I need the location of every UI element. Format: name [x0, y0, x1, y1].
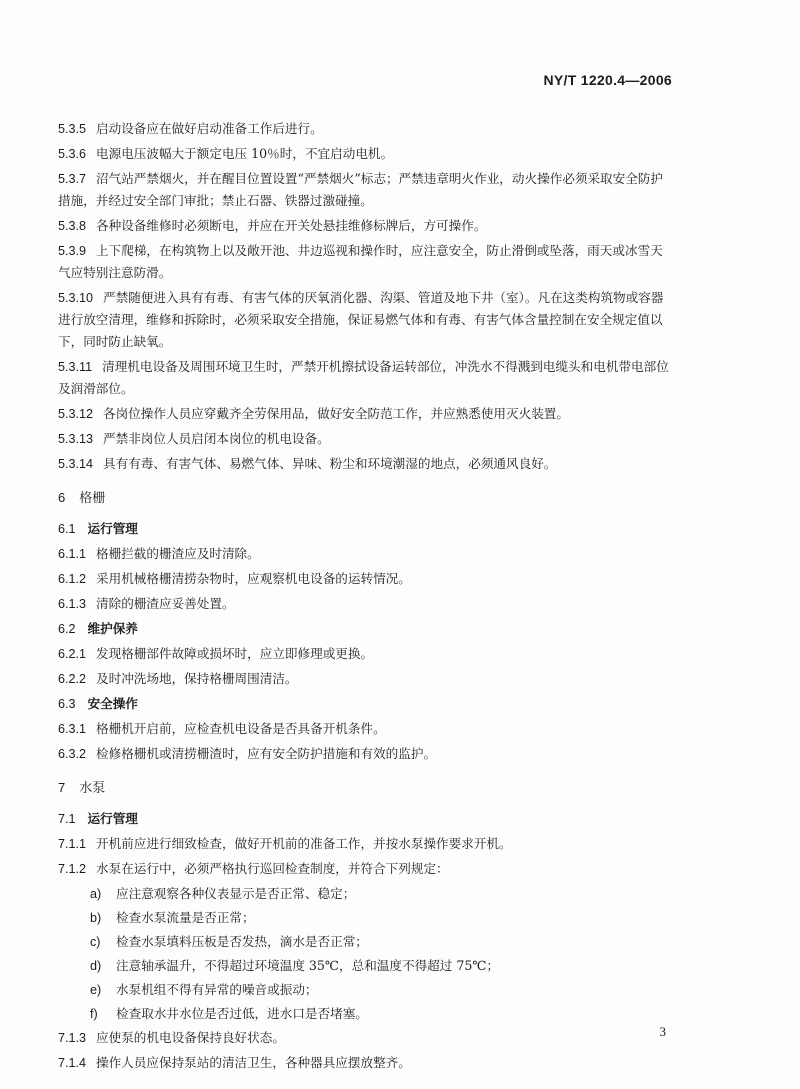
clause: 5.3.12 各岗位操作人员应穿戴齐全劳保用品，做好安全防范工作，并应熟悉使用灭火装置。	[58, 406, 569, 421]
clause: 5.3.9 上下爬梯，在构筑物上以及敞开池、井边巡视和操作时，应注意安全，防止滑倒或坠落，雨天或冰雪天气应特别注意防滑。	[58, 243, 663, 280]
clause-list-5-3	[58, 118, 674, 475]
subsection-heading-6-3: 6.3 安全操作	[58, 696, 138, 711]
clause: 6.3.1 格栅机开启前，应检查机电设备是否具备开机条件。	[58, 721, 386, 736]
list-item: c) 检查水泵填料压板是否发热，滴水是否正常；	[90, 934, 368, 949]
clause: 7.1.4 操作人员应保持泵站的清洁卫生，各种器具应摆放整齐。	[58, 1055, 411, 1070]
section-heading-6: 6 格栅	[58, 490, 106, 506]
clause: 5.3.7 沼气站严禁烟火，并在醒目位置设置“严禁烟火”标志；严禁违章明火作业，动火操作必须采取安全防护措施，并经过安全部门审批；禁止石器、铁器过激碰撞。	[58, 171, 664, 208]
subsection-heading-6-1: 6.1 运行管理	[58, 521, 138, 536]
document-body	[58, 118, 674, 1077]
clause: 5.3.14 具有有毒、有害气体、易燃气体、异味、粉尘和环境潮湿的地点，必须通风良好。	[58, 456, 557, 471]
clause: 5.3.8 各种设备维修时必须断电，并应在开关处悬挂维修标牌后，方可操作。	[58, 218, 487, 233]
list-item: d) 注意轴承温升，不得超过环境温度 35℃，总和温度不得超过 75℃；	[90, 958, 500, 973]
clause: 5.3.6 电源电压波幅大于额定电压 10％时，不宜启动电机。	[58, 146, 394, 161]
clause: 6.2.1 发现格栅部件故障或损坏时，应立即修理或更换。	[58, 646, 374, 661]
section-heading-7: 7 水泵	[58, 780, 106, 796]
clause: 5.3.13 严禁非岗位人员启闭本岗位的机电设备。	[58, 431, 330, 446]
clause: 6.1.3 清除的栅渣应妥善处置。	[58, 596, 235, 611]
list-item: f) 检查取水井水位是否过低，进水口是否堵塞。	[90, 1006, 368, 1021]
clause: 7.1.2 水泵在运行中，必须严格执行巡回检查制度，并符合下列规定：	[58, 861, 449, 876]
subsection-heading-6-2: 6.2 维护保养	[58, 621, 138, 636]
clause: 6.2.2 及时冲洗场地，保持格栅周围清洁。	[58, 671, 298, 686]
page-number: 3	[659, 1024, 666, 1039]
doc-code-header: NY/T 1220.4—2006	[543, 72, 672, 88]
clause: 6.1.1 格栅拦截的栅渣应及时清除。	[58, 546, 260, 561]
clause: 7.1.1 开机前应进行细致检查，做好开机前的准备工作，并按水泵操作要求开机。	[58, 836, 512, 851]
clause: 5.3.10 严禁随便进入具有有毒、有害气体的厌氧消化器、沟渠、管道及地下井（室）。凡在这类构筑物或容器进行放空清理，维修和拆除时，必须采取安全措施，保证易燃气体和有毒、有害气体含量控制在安全规定值以下，同时防止缺氧。	[58, 290, 664, 349]
list-item: e) 水泵机组不得有异常的噪音或振动；	[90, 982, 318, 997]
clause: 6.1.2 采用机械格栅清捞杂物时，应观察机电设备的运转情况。	[58, 571, 411, 586]
list-item: a) 应注意观察各种仪表显示是否正常、稳定；	[90, 886, 356, 901]
clause: 5.3.11 清理机电设备及周围环境卫生时，严禁开机擦拭设备运转部位，冲洗水不得溅到电缆头和电机带电部位及润滑部位。	[58, 359, 669, 396]
clause: 7.1.3 应使泵的机电设备保持良好状态。	[58, 1030, 285, 1045]
clause: 5.3.5 启动设备应在做好启动准备工作后进行。	[58, 121, 323, 136]
subsection-heading-7-1: 7.1 运行管理	[58, 811, 138, 826]
clause: 6.3.2 检修格栅机或清捞栅渣时，应有安全防护措施和有效的监护。	[58, 746, 437, 761]
list-item: b) 检查水泵流量是否正常；	[90, 910, 255, 925]
